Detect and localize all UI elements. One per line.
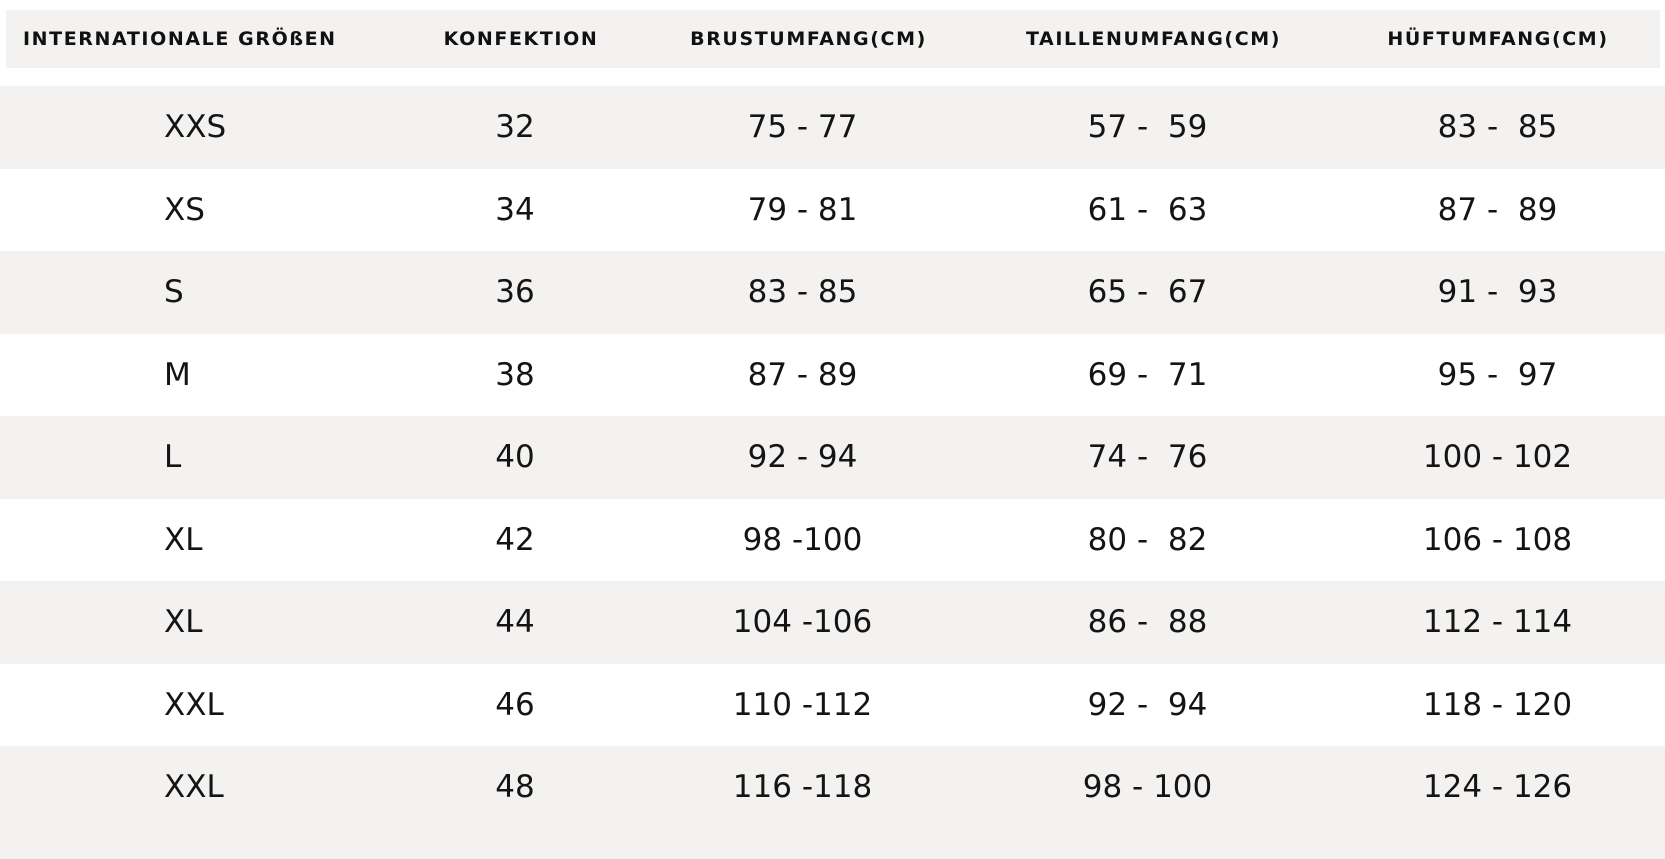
cell-size: L	[164, 439, 182, 476]
cell-taille: 61 - 63	[1087, 191, 1208, 228]
cell-brust: 92 - 94	[747, 439, 858, 476]
table-row	[0, 251, 1665, 334]
header-hueftumfang: HÜFTUMFANG(CM)	[1387, 28, 1609, 50]
cell-brust: 104 -106	[732, 604, 873, 641]
cell-huefte: 112 - 114	[1422, 604, 1573, 641]
cell-huefte: 100 - 102	[1422, 439, 1573, 476]
cell-taille: 69 - 71	[1087, 356, 1208, 393]
table-row	[0, 581, 1665, 664]
cell-taille: 86 - 88	[1087, 604, 1208, 641]
cell-brust: 79 - 81	[747, 191, 858, 228]
cell-brust: 98 -100	[742, 521, 863, 558]
table-row	[0, 416, 1665, 499]
cell-konfektion: 38	[495, 356, 535, 393]
header-brustumfang: BRUSTUMFANG(CM)	[690, 28, 927, 50]
cell-huefte: 118 - 120	[1422, 686, 1573, 723]
cell-huefte: 106 - 108	[1422, 521, 1573, 558]
bottom-band	[0, 826, 1665, 859]
header-taillenumfang: TAILLENUMFANG(CM)	[1025, 28, 1282, 50]
cell-taille: 98 - 100	[1082, 769, 1213, 806]
cell-huefte: 124 - 126	[1422, 769, 1573, 806]
cell-size: XL	[164, 604, 203, 641]
table-row	[0, 169, 1665, 252]
cell-size: XXL	[164, 686, 224, 723]
cell-taille: 80 - 82	[1087, 521, 1208, 558]
cell-brust: 116 -118	[732, 769, 873, 806]
cell-huefte: 83 - 85	[1437, 109, 1558, 146]
cell-taille: 74 - 76	[1087, 439, 1208, 476]
cell-size: S	[164, 274, 184, 311]
header-international-sizes: INTERNATIONALE GRÖßEN	[23, 28, 337, 50]
cell-brust: 87 - 89	[747, 356, 858, 393]
cell-huefte: 91 - 93	[1437, 274, 1558, 311]
cell-size: M	[164, 356, 191, 393]
cell-taille: 92 - 94	[1087, 686, 1208, 723]
cell-brust: 75 - 77	[747, 109, 858, 146]
cell-brust: 110 -112	[732, 686, 873, 723]
cell-size: XS	[164, 191, 205, 228]
cell-konfektion: 42	[495, 521, 535, 558]
table-row	[0, 499, 1665, 582]
table-row	[0, 664, 1665, 747]
cell-brust: 83 - 85	[747, 274, 858, 311]
cell-huefte: 87 - 89	[1437, 191, 1558, 228]
cell-konfektion: 48	[495, 769, 535, 806]
cell-size: XXS	[164, 109, 227, 146]
table-row	[0, 86, 1665, 169]
cell-konfektion: 36	[495, 274, 535, 311]
header-konfektion: KONFEKTION	[443, 28, 599, 50]
table-row	[0, 746, 1665, 829]
size-table	[0, 86, 1665, 829]
cell-konfektion: 40	[495, 439, 535, 476]
table-header	[6, 10, 1660, 68]
cell-size: XL	[164, 521, 203, 558]
cell-huefte: 95 - 97	[1437, 356, 1558, 393]
table-row	[0, 334, 1665, 417]
cell-taille: 57 - 59	[1087, 109, 1208, 146]
cell-konfektion: 46	[495, 686, 535, 723]
cell-size: XXL	[164, 769, 224, 806]
cell-konfektion: 44	[495, 604, 535, 641]
cell-konfektion: 32	[495, 109, 535, 146]
cell-konfektion: 34	[495, 191, 535, 228]
cell-taille: 65 - 67	[1087, 274, 1208, 311]
